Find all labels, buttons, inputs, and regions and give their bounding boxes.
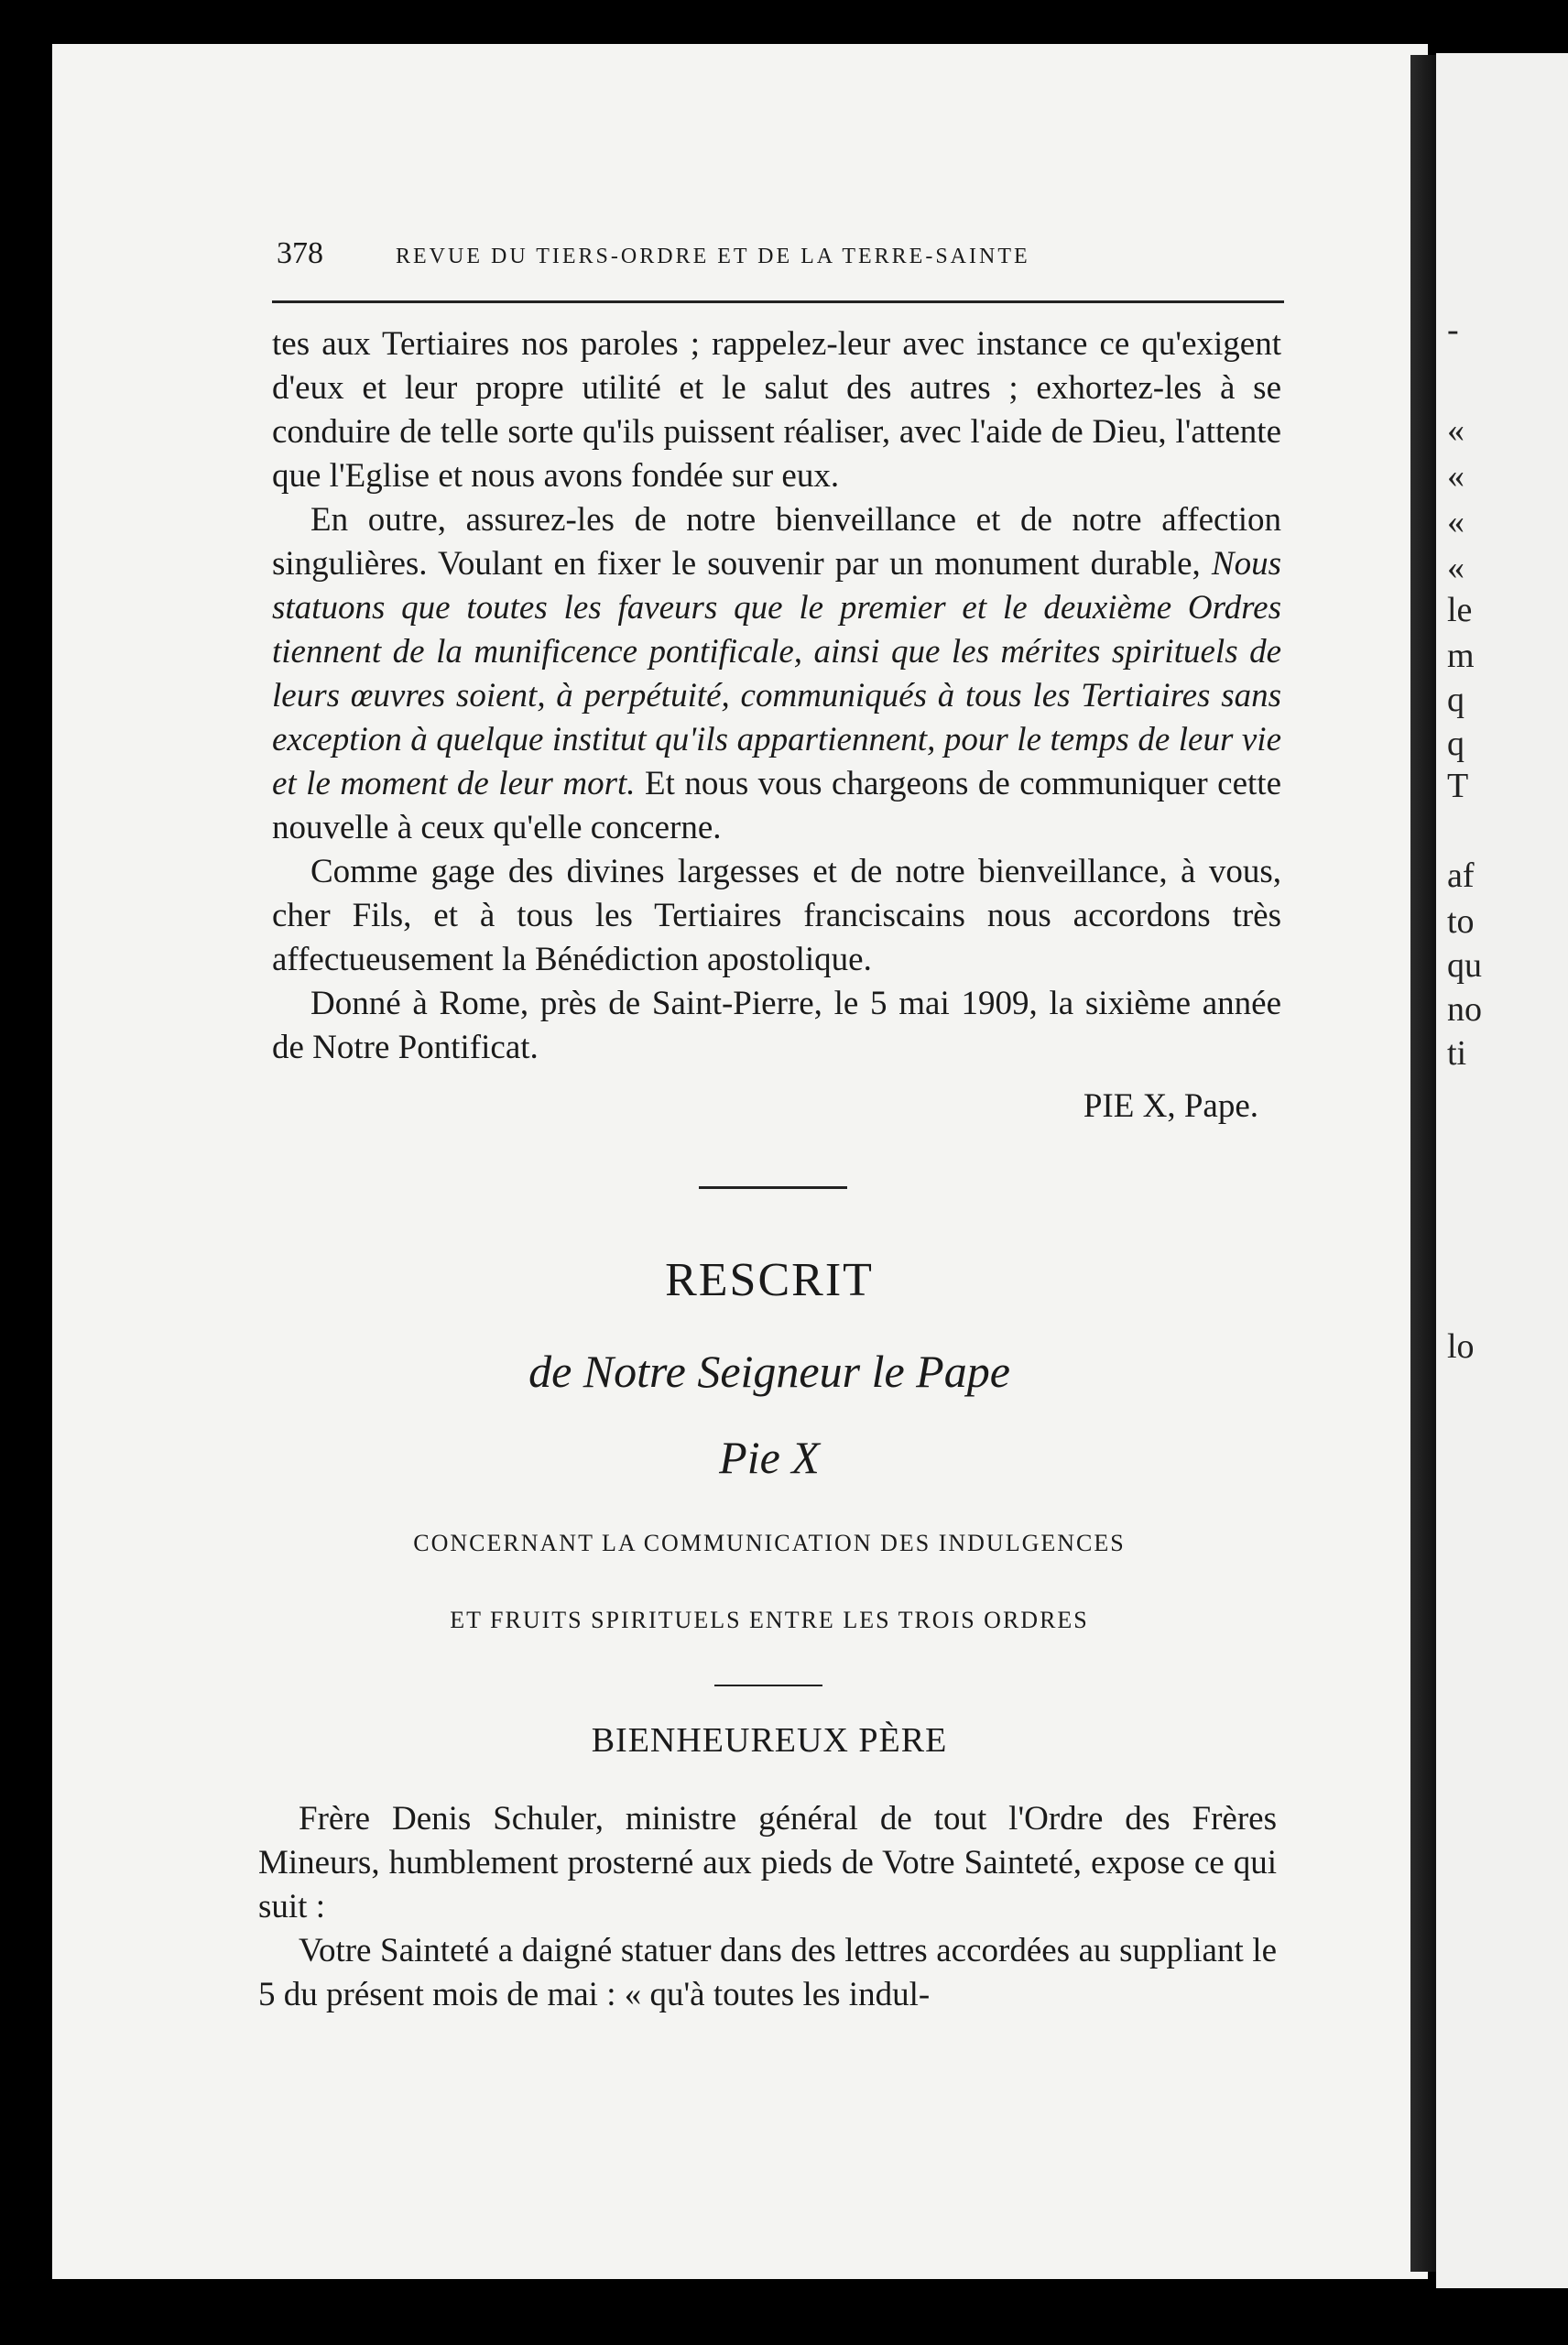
facing-page-fragment: ti <box>1447 1034 1467 1073</box>
rescript-title: RESCRIT <box>665 1254 874 1306</box>
letter-text: Et nous vous chargeons de communiquer cette nouvelle à ceux qu'elle concerne. <box>272 765 1281 846</box>
section-divider <box>714 1685 822 1686</box>
header-rule <box>272 300 1284 303</box>
facing-page-fragment: T <box>1447 767 1469 805</box>
letter-body <box>272 322 1281 1070</box>
letter-paragraph: tes aux Tertiaires nos paroles ; rappelez-leur avec instance ce qu'exigent d'eux et leur propre utilité et le salut des autres ; exhortez-les à se conduire de telle sorte qu'ils puissent réaliser, avec l'aide de Dieu, l'attente que l'Eglise et nous avons fondée sur eux. <box>272 325 1281 495</box>
greeting-heading: BIENHEUREUX PÈRE <box>591 1721 948 1760</box>
facing-page-fragment: qu <box>1447 946 1482 985</box>
page-header <box>277 236 1286 271</box>
facing-page-fragment: m <box>1447 637 1475 675</box>
section-divider <box>699 1186 847 1189</box>
signature: PIE X, Pape. <box>1083 1087 1258 1125</box>
running-head: REVUE DU TIERS-ORDRE ET DE LA TERRE-SAINTE <box>396 245 1030 268</box>
facing-page-fragment: « <box>1447 411 1465 450</box>
letter-paragraph: Donné à Rome, près de Saint-Pierre, le 5 mai 1909, la sixième année de Notre Pontificat. <box>272 985 1281 1066</box>
facing-page-edge <box>1436 53 1568 2288</box>
rescript-caption: CONCERNANT LA COMMUNICATION DES INDULGENCES <box>413 1530 1126 1556</box>
facing-page-fragment: q <box>1447 681 1465 719</box>
facing-page-fragment: no <box>1447 990 1482 1029</box>
facing-page-fragment: « <box>1447 503 1465 541</box>
facing-page-fragment: to <box>1447 902 1475 941</box>
facing-page-fragment: q <box>1447 725 1465 763</box>
rescript-subtitle: de Notre Seigneur le Pape <box>528 1346 1010 1397</box>
facing-page-fragment: le <box>1447 591 1473 629</box>
facing-page-fragment: lo <box>1447 1327 1475 1366</box>
facing-page-fragment: af <box>1447 856 1475 895</box>
letter-italic-text: Nous statuons que toutes les faveurs que le premier et le deuxième Ordres tiennent de la munificence pontificale, ainsi que les mérites spirituels de leurs œuvres soient, à perpétuité, communiqués à tous les Tertiaires sans exception à quelque institut qu'ils appartiennent, pour le temps de leur vie et le moment de leur mort. <box>272 545 1281 802</box>
rescript-paragraph: Frère Denis Schuler, ministre général de tout l'Ordre des Frères Mineurs, humblement prosterné aux pieds de Votre Sainteté, expose ce qui suit : <box>258 1800 1277 1925</box>
rescript-pope-name: Pie X <box>719 1432 820 1483</box>
page-number: 378 <box>277 236 323 270</box>
letter-paragraph <box>272 498 1281 850</box>
letter-text: En outre, assurez-les de notre bienveillance et de notre affection singulières. Voulant en fixer le souvenir par un monument durable, <box>272 501 1281 583</box>
rescript-caption: ET FRUITS SPIRITUELS ENTRE LES TROIS ORDRES <box>450 1607 1089 1633</box>
rescript-body <box>258 1797 1277 2017</box>
facing-page-fragment: « <box>1447 457 1465 496</box>
facing-page-fragment: - <box>1447 311 1459 349</box>
facing-page-fragment: « <box>1447 549 1465 587</box>
page-gutter-shadow <box>1410 55 1436 2272</box>
letter-paragraph: Comme gage des divines largesses et de notre bienveillance, à vous, cher Fils, et à tous les Tertiaires franciscains nous accordons très affectueusement la Bénédiction apostolique. <box>272 853 1281 978</box>
rescript-paragraph: Votre Sainteté a daigné statuer dans des lettres accordées au suppliant le 5 du présent mois de mai : « qu'à toutes les indul- <box>258 1932 1277 2013</box>
